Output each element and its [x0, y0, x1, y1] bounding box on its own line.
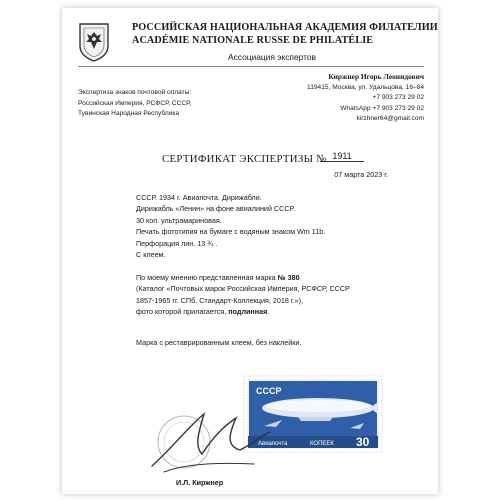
description-line: Перфорация лин. 13 ¾ . — [136, 238, 218, 248]
phone: +7 903 273 29 02 — [372, 94, 424, 102]
association-title: Ассоциация экспертов — [228, 52, 316, 62]
address: 119415, Москва, ул. Удальцова, 16–84 — [307, 83, 424, 91]
stamp-currency: КОПЕЕК — [310, 441, 334, 447]
expertise-line: Тувинская Народная Республика — [78, 110, 180, 118]
email: kirzhner64@gmail.com — [356, 115, 424, 123]
opinion-line — [136, 272, 426, 283]
description-line: Дирижабль «Ленин» на фоне авиалиний СССР. — [136, 204, 295, 214]
whatsapp-number: +7 903 273 29 02 — [372, 104, 424, 112]
verdict: подлинная — [228, 307, 268, 317]
description-line: СССР. 1934 г. Авиапочта. Дирижабли. — [136, 193, 262, 202]
stamp-description — [136, 192, 426, 260]
contact-block — [234, 72, 424, 125]
description-line: Печать фототипия на бумаге с водяным знаком Wm 11b. — [136, 227, 326, 237]
opinion-line — [136, 306, 426, 317]
expert-opinion — [136, 272, 426, 318]
certificate-page — [62, 8, 438, 494]
stamp-country: СССР — [256, 386, 282, 396]
stamp-caption: Авиапочта — [258, 441, 288, 447]
signer-name: И.Л. Киржнер — [176, 478, 224, 487]
org-name-ru: РОССИЙСКАЯ НАЦИОНАЛЬНАЯ АКАДЕМИЯ ФИЛАТЕЛИИ — [132, 22, 438, 33]
stamp-value: 30 — [356, 435, 370, 449]
expert-name: Киржнер Игорь Леонидович — [328, 72, 424, 81]
photo-text: фото которой прилагается, — [136, 307, 227, 317]
stamp-catalog-number: № 380 — [277, 273, 300, 282]
expertise-scope — [78, 88, 258, 120]
certificate-title: СЕРТИФИКАТ ЭКСПЕРТИЗЫ № — [162, 153, 327, 165]
expertise-line: Российская Империя, РСФСР, СССР, — [78, 99, 192, 107]
org-name-fr: ACADÉMIE NATIONALE RUSSE DE PHILATÉLIE — [132, 35, 374, 46]
catalog-reference: (Каталог «Почтовых марок Российская Империя, РСФСР, СССР — [136, 284, 350, 294]
certificate-number: 1911 — [320, 151, 364, 162]
condition-remark: Марка с реставрированным клеем, без наклейки. — [136, 338, 302, 347]
expertise-line: Экспертиза знаков почтовой оплаты: — [78, 89, 192, 96]
description-line: 30 коп. ультрамариновая. — [136, 215, 222, 225]
description-line: С клеем. — [136, 250, 166, 260]
signature-with-seal — [144, 406, 274, 488]
opinion-intro: По моему мнению представленная марка — [136, 273, 276, 282]
eagle-crest-icon — [78, 22, 110, 62]
header-divider — [78, 66, 424, 67]
whatsapp-label: WhatsApp — [340, 104, 371, 112]
catalog-reference: 1857-1965 гг. СПб. Стандарт-Коллекция, 2018 г.»), — [136, 295, 303, 305]
whatsapp-line — [234, 104, 424, 115]
certificate-date: 07 марта 2023 г. — [334, 170, 388, 179]
verdict-period: . — [267, 307, 270, 317]
